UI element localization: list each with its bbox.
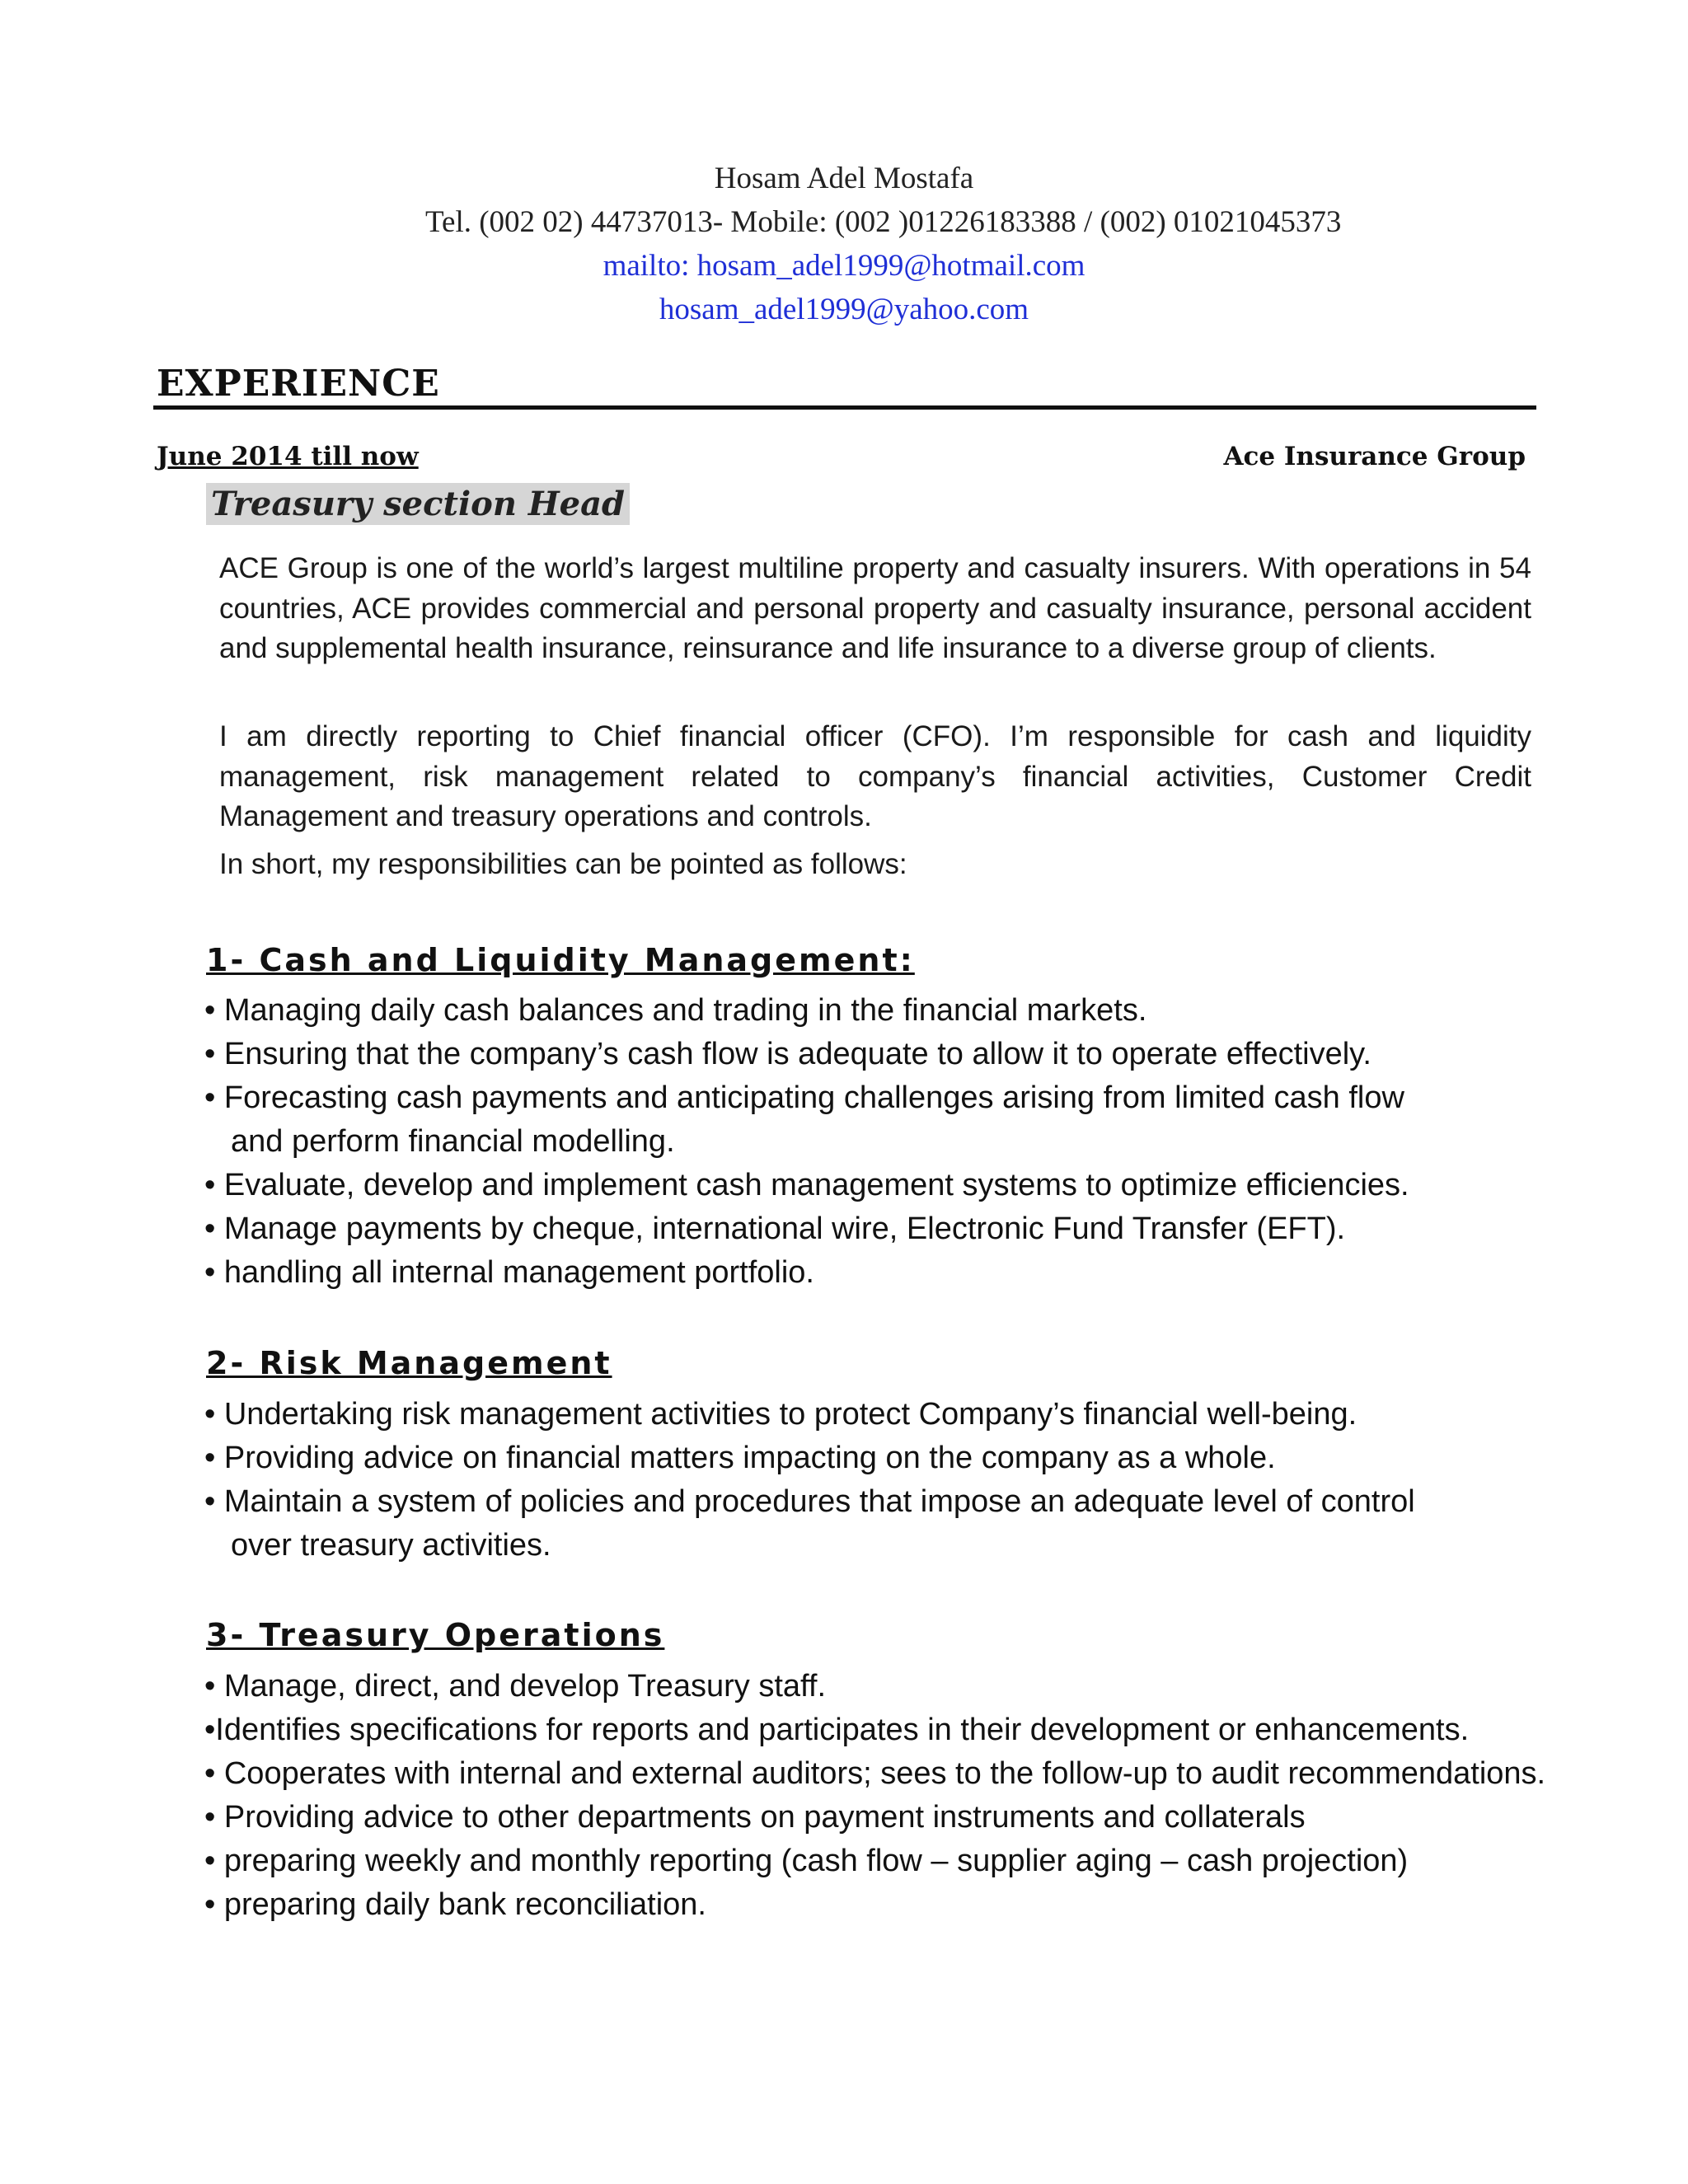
list-item: •Identifies specifications for reports and participates in their development or enhancements. (204, 1713, 1470, 1747)
intro-paragraph: I am directly reporting to Chief financial officer (CFO). I’m responsible for cash and liquidity management, risk management related to company’s financial activities, Customer Credit Management and treasury operations and controls. (219, 720, 1531, 832)
section-title-treasury-operations: 3- Treasury Operations (206, 1617, 665, 1653)
cash-liquidity-list (204, 989, 1622, 1295)
candidate-name: Hosam Adel Mostafa (714, 162, 974, 195)
list-item: • Undertaking risk management activities to protect Company’s financial well-being. (204, 1397, 1357, 1432)
list-item: • Forecasting cash payments and anticipating challenges arising from limited cash flow (204, 1080, 1404, 1115)
list-item: • Providing advice on financial matters impacting on the company as a whole. (204, 1441, 1276, 1475)
list-item: • handling all internal management portfolio. (204, 1255, 814, 1290)
list-item: • preparing weekly and monthly reporting (cash flow – supplier aging – cash projection) (204, 1844, 1409, 1878)
role-description (219, 717, 1531, 837)
list-item: • Manage, direct, and develop Treasury staff. (204, 1669, 827, 1704)
job-title: Treasury section Head (206, 483, 630, 525)
phone-numbers: Tel. (002 02) 44737013- Mobile: (002 )01226183388 / (002) 01021045373 (425, 205, 1342, 239)
list-item: • Manage payments by cheque, international wire, Electronic Fund Transfer (EFT). (204, 1212, 1346, 1246)
company-description (219, 549, 1531, 669)
list-item: • preparing daily bank reconciliation. (204, 1887, 706, 1922)
section-title-cash-liquidity: 1- Cash and Liquidity Management: (206, 942, 915, 978)
risk-management-list (204, 1393, 1622, 1568)
intro-paragraph: ACE Group is one of the world’s largest multiline property and casualty insurers. With operations in 54 countries, ACE provides commercial and personal property and casualty insurance, personal accident and supplemental health insurance, reinsurance and life insurance to a diverse group of clients. (219, 552, 1531, 664)
list-item-continuation: over treasury activities. (231, 1528, 551, 1563)
job-company: Ace Insurance Group (1223, 442, 1526, 471)
section-title-risk-management: 2- Risk Management (206, 1345, 612, 1381)
email-hotmail-link[interactable]: mailto: hosam_adel1999@hotmail.com (603, 249, 1085, 283)
list-item-continuation: and perform financial modelling. (231, 1124, 675, 1159)
experience-heading: EXPERIENCE (157, 363, 440, 405)
list-item: • Ensuring that the company’s cash flow is adequate to allow it to operate effectively. (204, 1037, 1372, 1071)
responsibilities-lead (219, 845, 1531, 885)
list-item: • Providing advice to other departments on payment instruments and collaterals (204, 1800, 1306, 1835)
job-date: June 2014 till now (157, 442, 419, 471)
intro-paragraph: In short, my responsibilities can be pointed as follows: (219, 848, 907, 880)
email-yahoo-link[interactable]: hosam_adel1999@yahoo.com (659, 293, 1029, 326)
list-item: • Maintain a system of policies and procedures that impose an adequate level of control (204, 1484, 1415, 1519)
list-item: • Managing daily cash balances and trading in the financial markets. (204, 993, 1147, 1028)
treasury-operations-list (204, 1665, 1622, 1927)
list-item: • Evaluate, develop and implement cash management systems to optimize efficiencies. (204, 1168, 1409, 1202)
heading-divider (153, 405, 1536, 410)
list-item: • Cooperates with internal and external auditors; sees to the follow-up to audit recommendations. (204, 1756, 1546, 1791)
